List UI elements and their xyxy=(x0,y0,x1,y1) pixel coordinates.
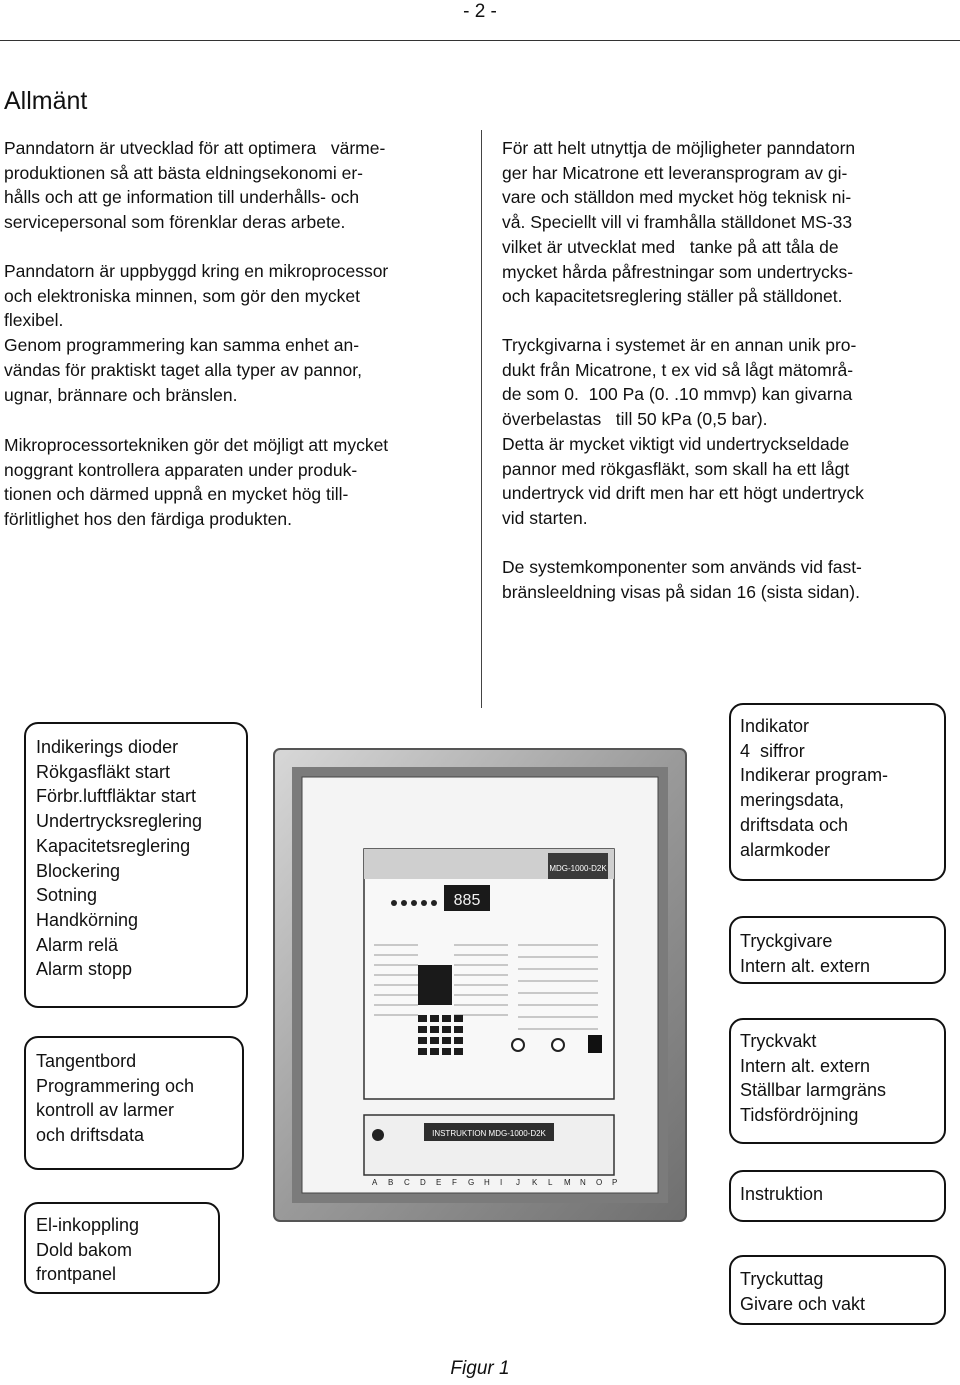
callout-tryckvakt-text: Tryckvakt Intern alt. extern Ställbar larmgräns Tidsfördröjning xyxy=(740,1031,887,1126)
callout-instruktion-text: Instruktion xyxy=(740,1184,824,1204)
callout-elinkoppling xyxy=(24,1202,220,1294)
callout-tryckuttag-text: Tryckuttag Givare och vakt xyxy=(740,1269,866,1314)
svg-text:E: E xyxy=(436,1178,442,1187)
callout-tryckgivare-text: Tryckgivare Intern alt. extern xyxy=(740,931,871,976)
callout-tangentbord-text: Tangentbord Programmering och kontroll av larmer och driftsdata xyxy=(36,1051,195,1146)
svg-text:M: M xyxy=(564,1178,571,1187)
callout-tryckuttag xyxy=(729,1255,946,1325)
control-unit-illustration xyxy=(268,745,694,1225)
model-label: MDG-1000-D2K xyxy=(549,864,607,873)
pressure-switch xyxy=(588,1035,602,1053)
svg-text:K: K xyxy=(532,1178,538,1187)
svg-text:H: H xyxy=(484,1178,490,1187)
callout-indikeringsdioder-text: Indikerings dioder Rökgasfläkt start Förbr.luftfläktar start Undertrycksreglering Kapacitetsreglering Blockering Sotning Handkörning Alarm relä Alarm stopp xyxy=(36,737,203,980)
svg-text:N: N xyxy=(580,1178,586,1187)
callout-indikator xyxy=(729,703,946,881)
svg-text:O: O xyxy=(596,1178,603,1187)
svg-text:C: C xyxy=(404,1178,410,1187)
callout-instruktion xyxy=(729,1170,946,1222)
callout-elinkoppling-text: El-inkoppling Dold bakom frontpanel xyxy=(36,1215,140,1285)
svg-text:L: L xyxy=(548,1178,553,1187)
svg-text:A: A xyxy=(372,1178,378,1187)
svg-text:G: G xyxy=(468,1178,475,1187)
display-readout: 885 xyxy=(453,892,481,909)
svg-text:I: I xyxy=(500,1178,503,1187)
callout-tryckgivare xyxy=(729,916,946,984)
right-paragraph-3: De systemkomponenter som används vid fast- bränsleeldning visas på sidan 16 (sista sidan). xyxy=(502,557,862,602)
header-rule xyxy=(0,40,960,41)
column-divider xyxy=(481,130,482,708)
logo-mark-icon xyxy=(372,1129,384,1141)
figure-caption: Figur 1 xyxy=(450,1358,510,1379)
left-paragraph-2: Panndatorn är uppbyggd kring en mikroprocessor och elektroniska minnen, som gör den mycket flexibel. Genom programmering kan samma enhet an- vändas för praktiskt taget alla typer av pannor, ugnar, brännare och bränslen. xyxy=(4,261,389,405)
right-paragraph-1: För att helt utnyttja de möjligheter panndatorn ger har Micatrone ett leveransprogram av gi- vare och ställdon med mycket hög teknisk ni- vå. Speciellt vill vi framhålla ställdonet MS-33 vilket är utvecklat med tanke på att tåla de mycket hårda påfrestningar som undertrycks- och kapacitetsreglering ställer på ställdonet. xyxy=(502,138,856,307)
page-number: - 2 - xyxy=(463,1,497,22)
callout-indikator-text: Indikator 4 siffror Indikerar program- meringsdata, driftsdata och alarmkoder xyxy=(740,716,889,860)
section-heading: Allmänt xyxy=(4,87,88,115)
callout-tryckvakt xyxy=(729,1018,946,1144)
right-paragraph-2: Tryckgivarna i systemet är en annan unik pro- dukt från Micatrone, t ex vid så lågt mätområ- de som 0. 100 Pa (0. .10 mmvp) kan givarna överbelastas till 50 kPa (0,5 bar). Detta är mycket viktigt vid undertryckseldade pannor med rökgasfläkt, som skall ha ett lågt undertryck vid drift men har ett högt undertryck vid starten. xyxy=(502,335,864,528)
left-paragraph-1: Panndatorn är utvecklad för att optimera värme- produktionen så att bästa eldningsekonomi er- hålls och att ge information till underhålls- och servicepersonal som förenklar deras arbete. xyxy=(4,138,386,233)
svg-text:B: B xyxy=(388,1178,394,1187)
svg-text:J: J xyxy=(516,1178,520,1187)
callout-tangentbord xyxy=(24,1036,244,1170)
left-paragraph-3: Mikroprocessortekniken gör det möjligt att mycket noggrant kontrollera apparaten under produk- tionen och därmed uppnå en mycket hög till- förlitlighet hos den färdiga produkten. xyxy=(4,435,389,530)
svg-text:P: P xyxy=(612,1178,618,1187)
keypad-header xyxy=(418,965,452,1005)
callout-indikeringsdioder xyxy=(24,722,248,1008)
svg-text:F: F xyxy=(452,1178,457,1187)
svg-text:D: D xyxy=(420,1178,426,1187)
instruction-plate-title: INSTRUKTION MDG-1000-D2K xyxy=(432,1129,546,1138)
